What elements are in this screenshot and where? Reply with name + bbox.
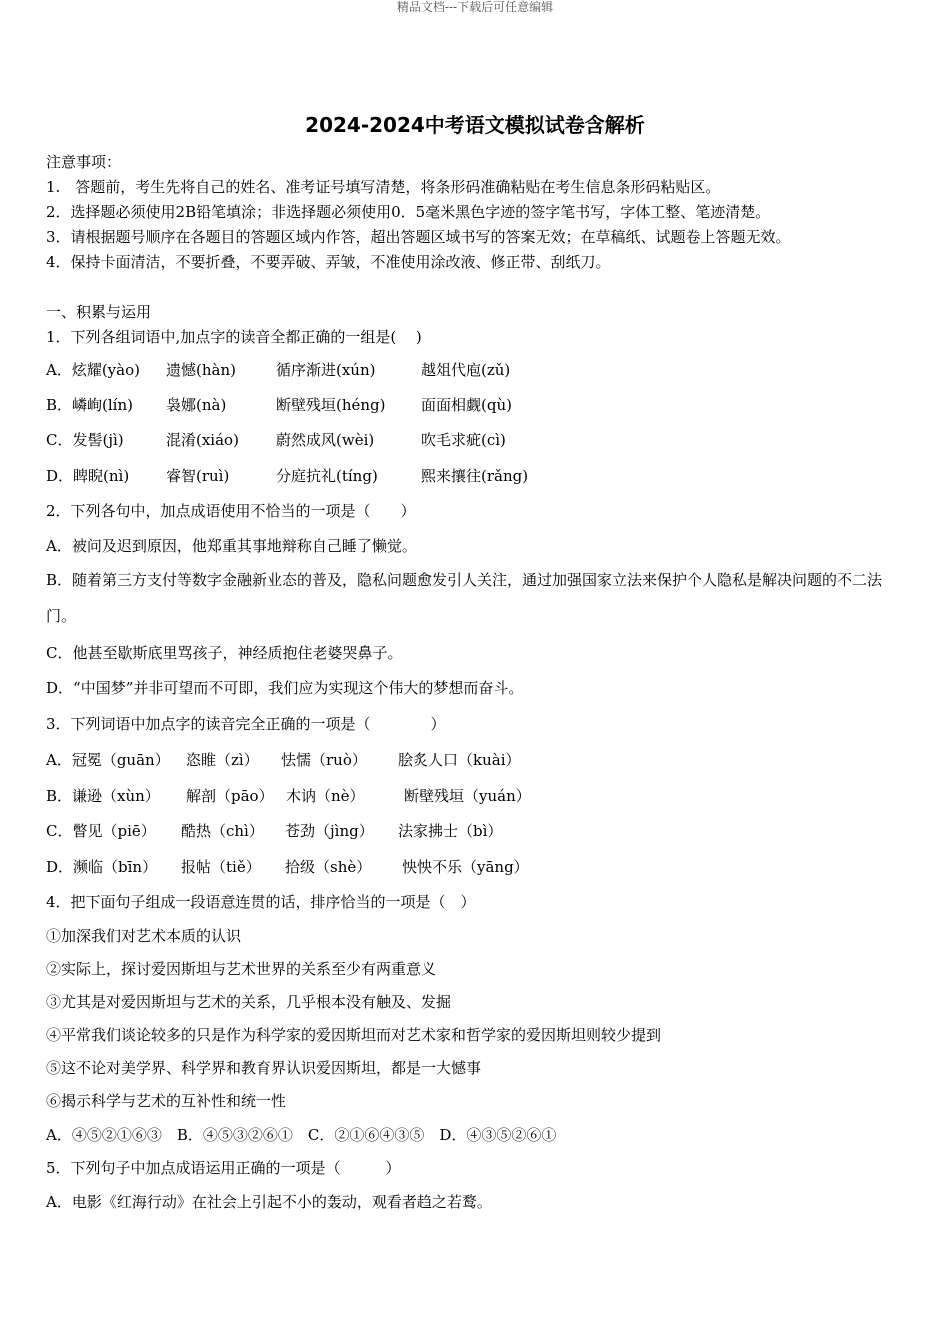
- q4-sentence-1: ①加深我们对艺术本质的认识: [46, 927, 242, 945]
- q3-d-3: 拾级（shè）: [285, 858, 372, 876]
- q1-option-b: [46, 395, 906, 415]
- q3-c-1: C．瞥见（piē）: [46, 822, 156, 840]
- q1-b-4: 面面相觑(qù): [421, 396, 512, 414]
- q3-b-1: B．谦逊（xùn）: [46, 787, 160, 805]
- q3-d-2: 报帖（tiě）: [181, 858, 261, 876]
- q3-a-4: 脍炙人口（kuài）: [398, 751, 521, 769]
- q4-stem: 4．把下面句子组成一段语意连贯的话，排序恰当的一项是（ ）: [46, 893, 476, 911]
- q3-option-c: [46, 821, 906, 841]
- q1-a-2: 遗憾(hàn): [166, 361, 236, 379]
- q1-d-3: 分庭抗礼(tíng): [276, 467, 378, 485]
- q3-stem: 3．下列词语中加点字的读音完全正确的一项是（ ）: [46, 715, 446, 733]
- q2-option-b: B．随着第三方支付等数字金融新业态的普及，隐私问题愈发引人关注，通过加强国家立法来保护个人隐私是解决问题的不二法门。: [46, 571, 883, 625]
- q1-a-3: 循序渐进(xún): [276, 361, 376, 379]
- q3-b-2: 解剖（pāo）: [186, 787, 274, 805]
- q1-option-a: [46, 360, 906, 380]
- q1-a-4: 越俎代庖(zǔ): [421, 361, 511, 379]
- q1-c-1: C．发髻(jì): [46, 431, 124, 449]
- q4-answer-options: A．④⑤②①⑥③ B．④⑤③②⑥① C．②①⑥④③⑤ D．④③⑤②⑥①: [46, 1126, 557, 1144]
- q2-option-c: C．他甚至歇斯底里骂孩子，神经质抱住老婆哭鼻子。: [46, 644, 403, 662]
- q3-b-3: 木讷（nè）: [286, 787, 365, 805]
- page-header-note: 精品文档---下载后可任意编辑: [396, 0, 554, 14]
- q1-d-4: 熙来攘往(rǎng): [421, 467, 529, 485]
- q1-stem: 1．下列各组词语中,加点字的读音全都正确的一组是( ): [46, 328, 422, 346]
- q4-sentence-5: ⑤这不论对美学界、科学界和教育界认识爱因斯坦，都是一大憾事: [46, 1059, 482, 1077]
- q3-option-d: [46, 857, 906, 877]
- q4-sentence-2: ②实际上，探讨爱因斯坦与艺术世界的关系至少有两重意义: [46, 960, 437, 978]
- document-title: 2024-2024中考语文模拟试卷含解析: [305, 113, 645, 137]
- q1-a-1: A．炫耀(yào): [46, 361, 140, 379]
- q1-b-3: 断壁残垣(héng): [276, 396, 386, 414]
- notice-item-1: 1. 答题前，考生先将自己的姓名、准考证号填写清楚，将条形码准确粘贴在考生信息条形码粘贴区。: [46, 178, 721, 196]
- q2-option-d: D．“中国梦”并非可望而不可即，我们应为实现这个伟大的梦想而奋斗。: [46, 679, 524, 697]
- q1-b-1: B．嶙峋(lín): [46, 396, 133, 414]
- q1-option-d: [46, 466, 906, 486]
- q1-d-2: 睿智(ruì): [166, 467, 230, 485]
- q3-a-1: A．冠冕（guān）: [46, 751, 170, 769]
- notice-item-2: 2．选择题必须使用2B铅笔填涂；非选择题必须使用0．5毫米黑色字迹的签字笔书写，字体工整、笔迹清楚。: [46, 203, 771, 221]
- notice-item-3: 3．请根据题号顺序在各题目的答题区域内作答，超出答题区域书写的答案无效；在草稿纸、试题卷上答题无效。: [46, 228, 791, 246]
- notice-item-4: 4．保持卡面清洁，不要折叠，不要弄破、弄皱，不准使用涂改液、修正带、刮纸刀。: [46, 253, 611, 271]
- section-heading: 一、积累与运用: [46, 303, 152, 321]
- q4-sentence-4: ④平常我们谈论较多的只是作为科学家的爱因斯坦而对艺术家和哲学家的爱因斯坦则较少提到: [46, 1026, 662, 1044]
- q3-b-4: 断壁残垣（yuán）: [404, 787, 531, 805]
- q3-c-3: 苍劲（jìng）: [285, 822, 374, 840]
- q1-c-2: 混淆(xiáo): [166, 431, 239, 449]
- q5-option-a: A．电影《红海行动》在社会上引起不小的轰动，观看者趋之若鹜。: [46, 1193, 492, 1211]
- q3-a-3: 怯懦（ruò）: [281, 751, 367, 769]
- q2-stem: 2．下列各句中，加点成语使用不恰当的一项是（ ）: [46, 502, 416, 520]
- q3-option-a: [46, 750, 906, 770]
- q2-option-a: A．被问及迟到原因，他郑重其事地辩称自己睡了懒觉。: [46, 537, 417, 555]
- q1-c-4: 吹毛求疵(cì): [421, 431, 506, 449]
- q3-c-2: 酷热（chì）: [181, 822, 264, 840]
- q4-sentence-3: ③尤其是对爱因斯坦与艺术的关系，几乎根本没有触及、发掘: [46, 993, 452, 1011]
- q3-c-4: 法家拂士（bì）: [398, 822, 503, 840]
- q3-option-b: [46, 786, 906, 806]
- q1-c-3: 蔚然成风(wèi): [276, 431, 375, 449]
- q1-b-2: 袅娜(nà): [166, 396, 227, 414]
- q3-d-1: D．濒临（bīn）: [46, 858, 158, 876]
- q5-stem: 5．下列句子中加点成语运用正确的一项是（ ）: [46, 1159, 401, 1177]
- q3-a-2: 恣睢（zì）: [186, 751, 259, 769]
- notice-heading: 注意事项：: [46, 153, 122, 171]
- q3-d-4: 怏怏不乐（yāng）: [402, 858, 529, 876]
- q1-d-1: D．睥睨(nì): [46, 467, 130, 485]
- q1-option-c: [46, 430, 906, 450]
- q4-sentence-6: ⑥揭示科学与艺术的互补性和统一性: [46, 1092, 287, 1110]
